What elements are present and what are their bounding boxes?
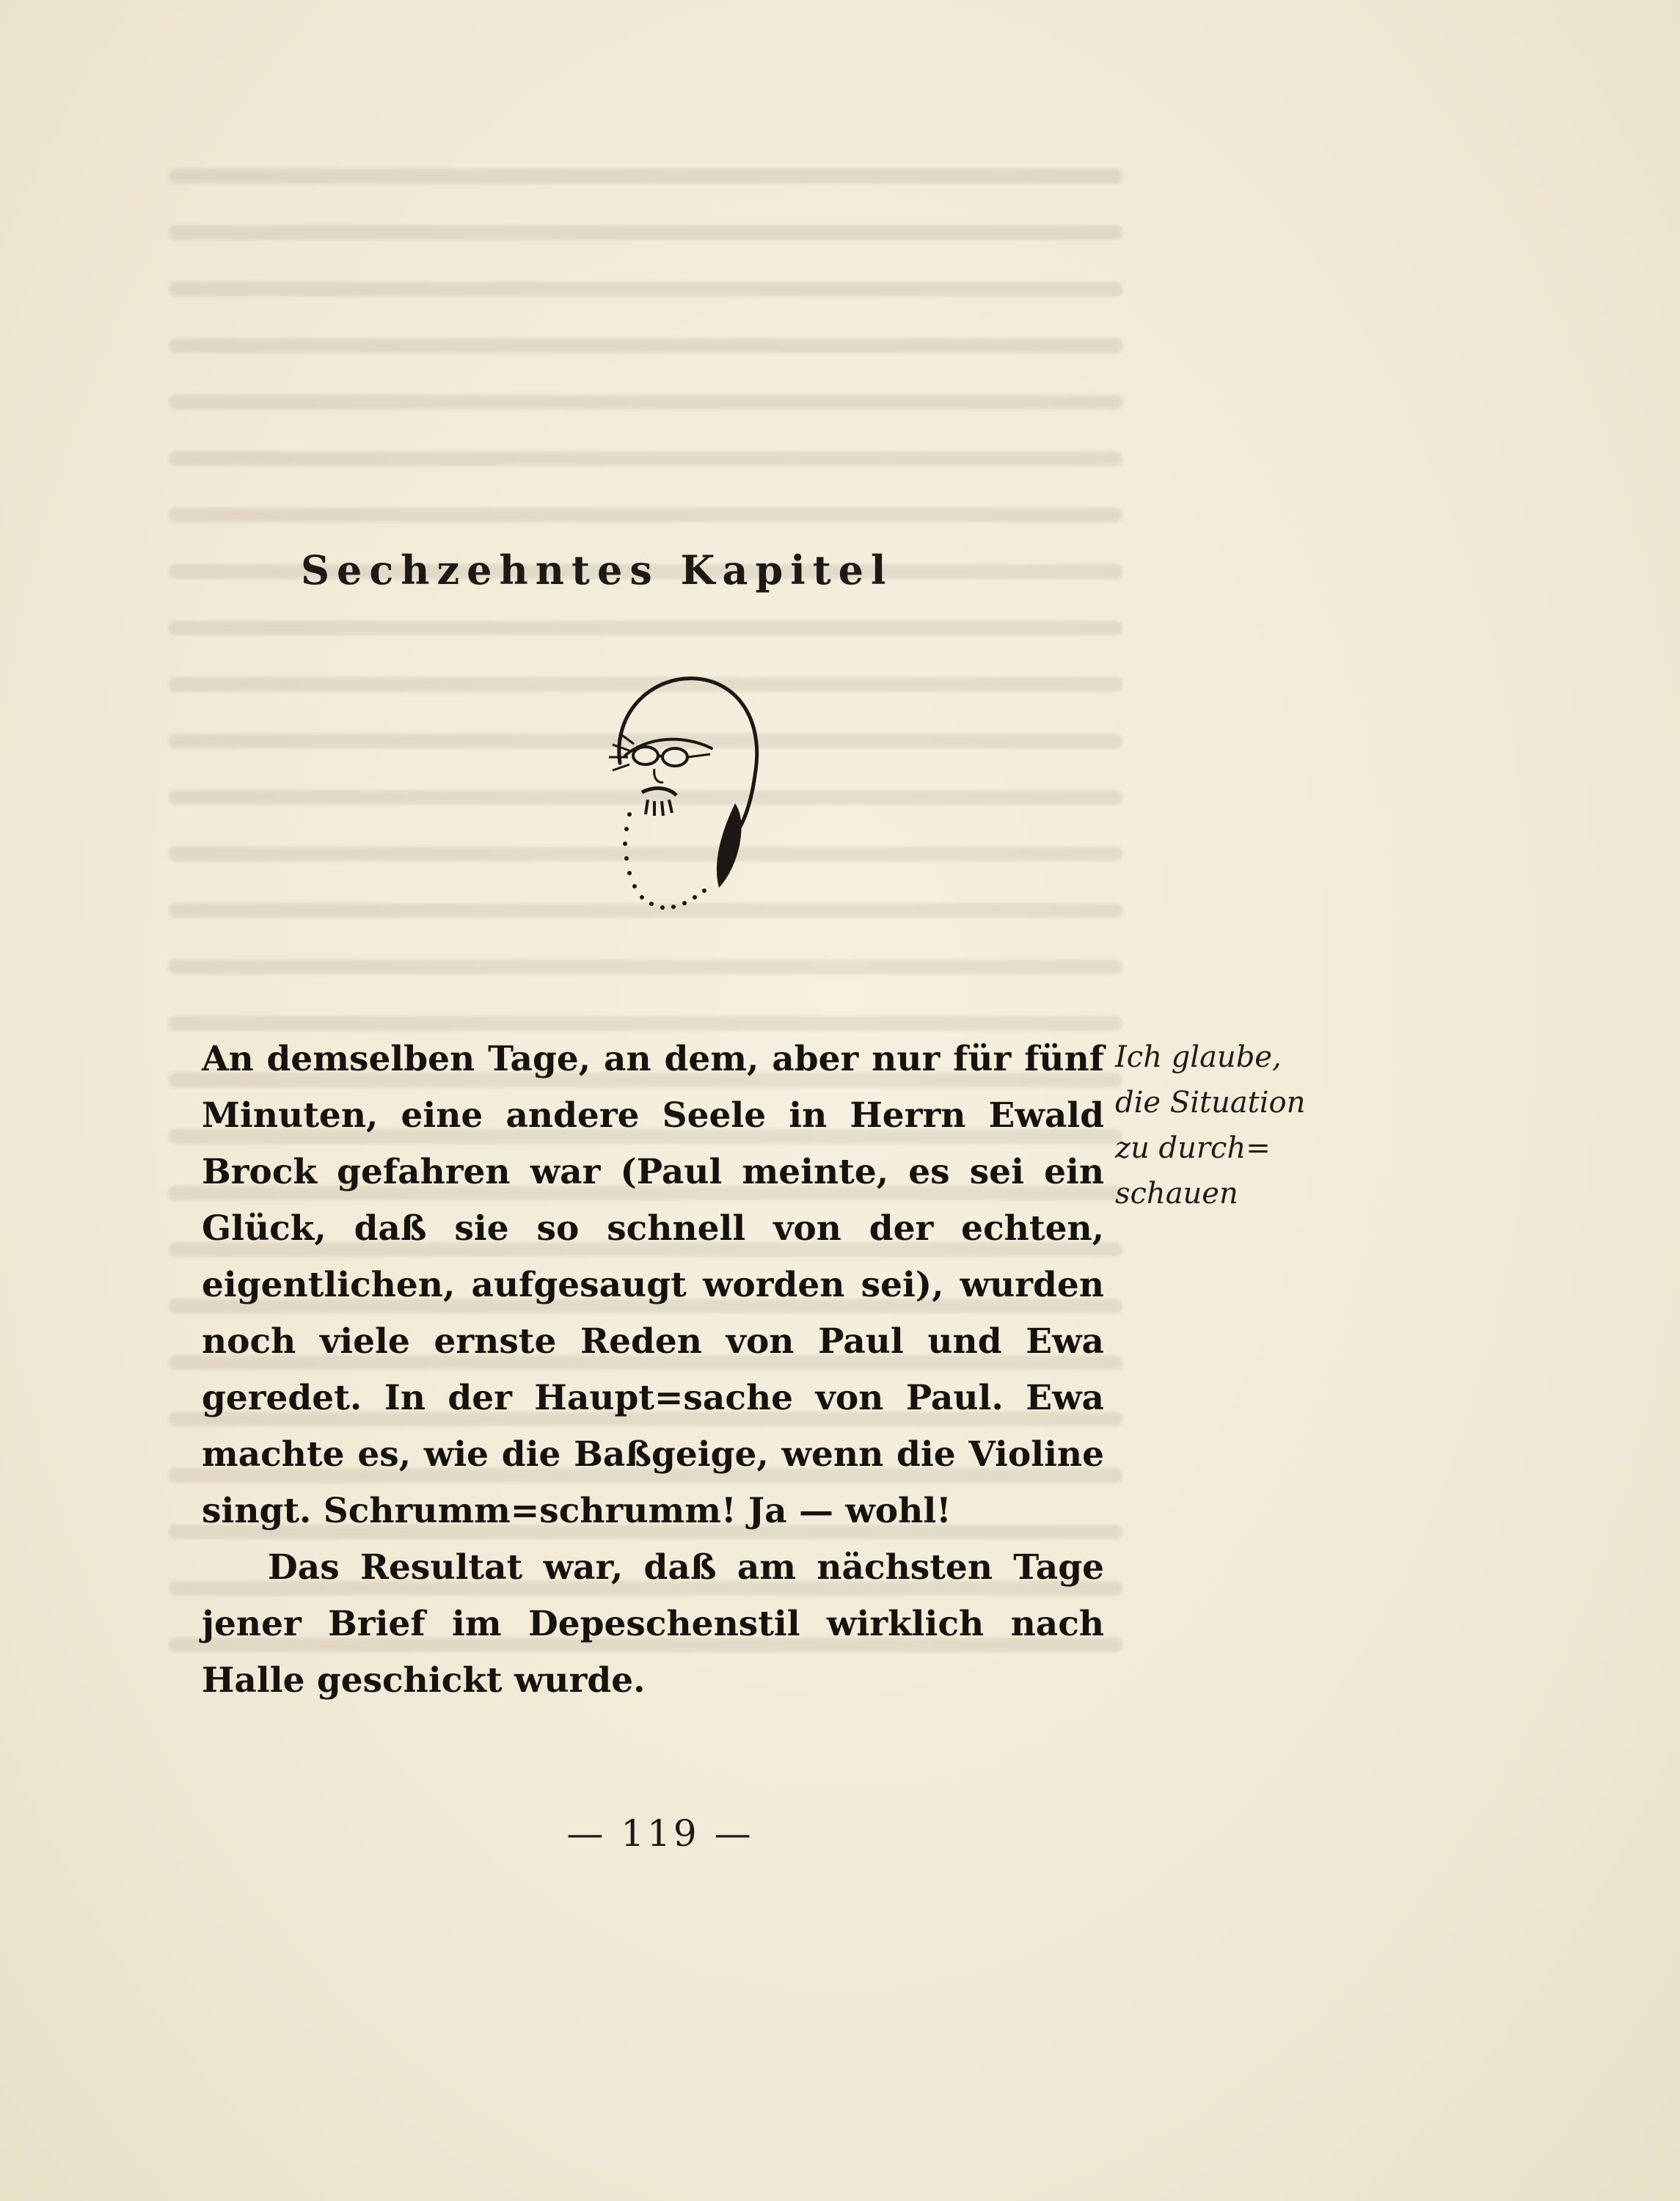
body-text bbox=[202, 1031, 1104, 1709]
marginal-line: schauen bbox=[1115, 1177, 1238, 1211]
chapter-title: Sechzehntes Kapitel bbox=[301, 547, 894, 594]
page-number: — 119 — bbox=[566, 1812, 754, 1855]
marginal-line: zu durch= bbox=[1115, 1131, 1271, 1165]
bearded-man-with-glasses-sketch-icon bbox=[543, 646, 778, 954]
paragraph-2: Das Resultat war, daß am nächsten Tage jener Brief im Depeschenstil wirklich nach Halle geschickt wurde. bbox=[202, 1547, 1104, 1701]
paragraph-1: An demselben Tage, an dem, aber nur für fünf Minuten, eine andere Seele in Herrn Ewald Brock gefahren war (Paul meinte, es sei ein Glück, daß sie so schnell von der echten, eigentlichen, aufgesaugt worden sei), wurden noch viele ernste Reden von Paul und Ewa geredet. In der Haupt=sache von Paul. Ewa machte es, wie die Baßgeige, wenn die Violine singt. Schrumm=schrumm! Ja — wohl! bbox=[202, 1039, 1104, 1531]
marginal-note bbox=[1115, 1034, 1357, 1216]
marginal-line: Ich glaube, bbox=[1115, 1040, 1282, 1074]
marginal-line: die Situation bbox=[1115, 1086, 1306, 1120]
